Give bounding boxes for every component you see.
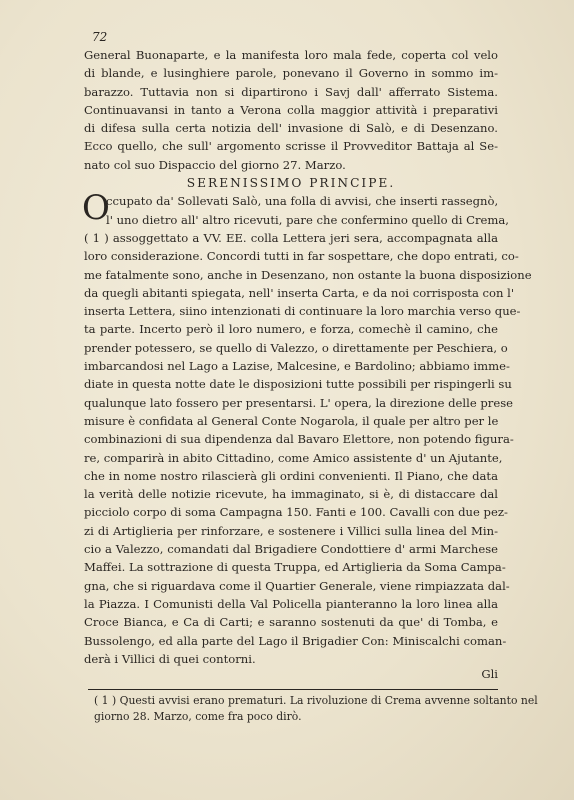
text-line: ta parte. Incerto però il loro numero, e forza, comechè il camino, che	[84, 322, 498, 337]
text-line: prender potessero, se quello di Valezzo, o direttamente per Peschiera, o	[84, 340, 508, 355]
text-line: Maffei. La sottrazione di questa Truppa, ed Artiglieria da Soma Campa-	[84, 560, 506, 575]
text-line: diate in questa notte date le disposizioni tutte possibili per rispingerli su	[84, 377, 512, 392]
text-line: che in nome nostro rilascierà gli ordini convenienti. Il Piano, che data	[84, 468, 498, 483]
text-line: barazzo. Tuttavia non si dipartirono i Savj dall' afferrato Sistema.	[84, 84, 498, 99]
text-line: ( 1 ) assoggettato a VV. EE. colla Lettera jeri sera, accompagnata alla	[84, 230, 498, 245]
drop-cap: O	[82, 188, 110, 229]
footnote-line: giorno 28. Marzo, come fra poco dirò.	[94, 709, 302, 723]
text-line: la Piazza. I Comunisti della Val Policella pianteranno la loro linea alla	[84, 596, 498, 611]
text-line: da quegli abitanti spiegata, nell' inserta Carta, e da noi corrisposta con l'	[84, 285, 515, 300]
footnote-divider	[88, 689, 498, 690]
text-line: di difesa sulla certa notizia dell' invasione di Salò, e di Desenzano.	[84, 121, 498, 136]
letter-heading: SERENISSIMO PRINCIPE.	[186, 176, 396, 191]
text-line: inserta Lettera, siino intenzionati di continuare la loro marchia verso que-	[84, 304, 521, 319]
text-line: loro considerazione. Concordi tutti in far sospettare, che dopo entrati, co-	[84, 249, 519, 264]
text-line: ccupato da' Sollevati Salò, una folla di avvisi, che inserti rassegnò,	[106, 194, 499, 209]
text-line: misure è confidata al General Conte Nogarola, il quale per altro per le	[84, 413, 499, 428]
text-line: gna, che si riguardava come il Quartier Generale, viene rimpiazzata dal-	[84, 578, 510, 593]
catchword: Gli	[481, 667, 498, 681]
footnote	[94, 693, 538, 724]
text-line: combinazioni di sua dipendenza dal Bavaro Elettore, non potendo figura-	[84, 432, 514, 447]
text-line: derà i Villici di quei contorni.	[84, 651, 256, 666]
text-line: Continuavansi in tanto a Verona colla maggior attività i preparativi	[84, 102, 498, 117]
text-line: l' uno dietro all' altro ricevuti, pare che confermino quello di Crema,	[106, 212, 509, 227]
text-line: picciolo corpo di soma Campagna 150. Fanti e 100. Cavalli con due pez-	[84, 505, 508, 520]
page-number: 72	[92, 30, 108, 44]
text-line: Croce Bianca, e Ca di Carti; e saranno sostenuti da que' di Tomba, e	[84, 615, 498, 630]
text-line: di blande, e lusinghiere parole, ponevano il Governo in sommo im-	[84, 66, 498, 81]
text-line: cio a Valezzo, comandati dal Brigadiere Condottiere d' armi Marchese	[84, 542, 498, 557]
text-line: la verità delle notizie ricevute, ha immaginato, si è, di distaccare dal	[84, 487, 498, 502]
text-line: me fatalmente sono, anche in Desenzano, non ostante la buona disposizione	[84, 267, 532, 282]
main-text	[82, 46, 532, 668]
letter-body	[82, 188, 532, 668]
text-line: qualunque lato fossero per presentarsi. L' opera, la direzione delle prese	[84, 395, 514, 410]
text-line: re, comparirà in abito Cittadino, come Amico assistente d' un Ajutante,	[84, 450, 503, 465]
text-line: nato col suo Dispaccio del giorno 27. Marzo.	[84, 157, 346, 172]
text-line: zi di Artiglieria per rinforzare, e sostenere i Villici sulla linea del Min-	[84, 523, 498, 538]
text-line: Bussolengo, ed alla parte del Lago il Brigadier Con: Miniscalchi coman-	[84, 633, 507, 648]
footnote-line: ( 1 ) Questi avvisi erano prematuri. La rivoluzione di Crema avvenne soltanto nel	[94, 694, 538, 707]
text-line: General Buonaparte, e la manifesta loro mala fede, coperta col velo	[84, 48, 498, 62]
text-line: Ecco quello, che sull' argomento scrisse il Provveditor Battaja al Se-	[84, 139, 498, 154]
text-line: imbarcandosi nel Lago a Lazise, Malcesine, e Bardolino; abbiamo imme-	[84, 359, 510, 374]
